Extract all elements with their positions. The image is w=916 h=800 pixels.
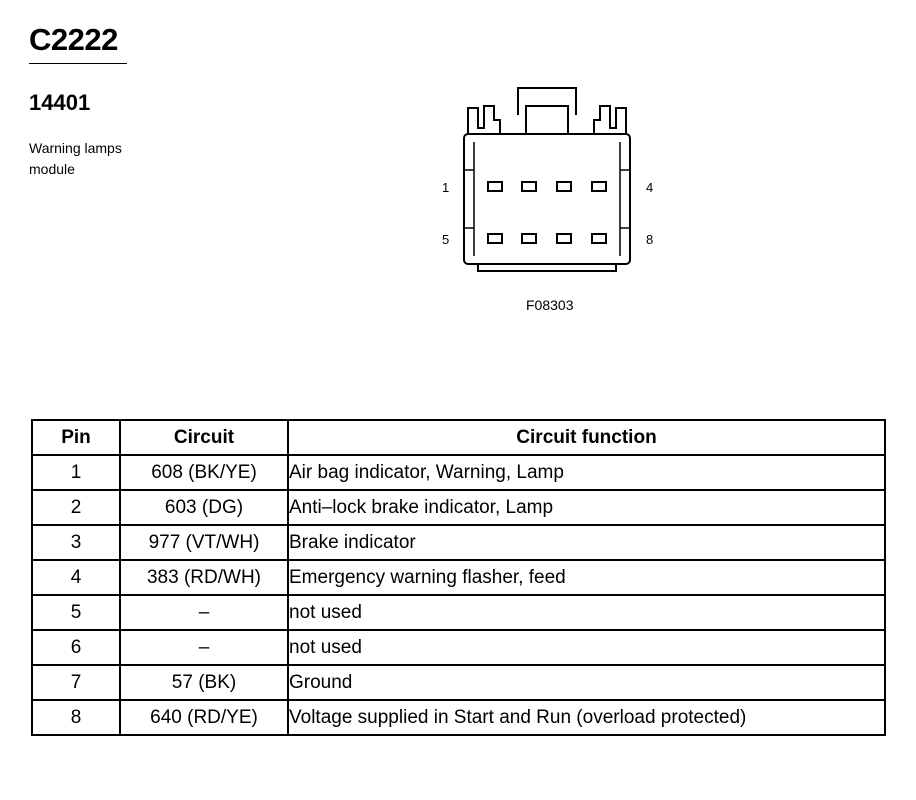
- table-row: [32, 595, 885, 630]
- table-row: [32, 630, 885, 665]
- function-cell: Ground: [288, 665, 885, 700]
- header-circuit-function: Circuit function: [288, 420, 885, 455]
- circuit-cell: –: [120, 595, 288, 630]
- pin-cavity-row-top: [488, 182, 606, 191]
- function-cell: Air bag indicator, Warning, Lamp: [288, 455, 885, 490]
- pin-cell: 8: [32, 700, 120, 735]
- function-cell: Emergency warning flasher, feed: [288, 560, 885, 595]
- circuit-cell: 608 (BK/YE): [120, 455, 288, 490]
- part-number: 14401: [29, 90, 91, 115]
- table-row: [32, 700, 885, 735]
- pin-cell: 3: [32, 525, 120, 560]
- header-pin: Pin: [32, 420, 120, 455]
- table-row: [32, 455, 885, 490]
- connector-face-diagram: [430, 78, 670, 298]
- circuit-cell: 640 (RD/YE): [120, 700, 288, 735]
- circuit-cell: 603 (DG): [120, 490, 288, 525]
- pin-cell: 4: [32, 560, 120, 595]
- figure-reference: F08303: [526, 297, 574, 313]
- title-underline: [29, 63, 127, 64]
- connector-id: C2222: [29, 22, 118, 57]
- description-line-1: Warning lamps: [29, 140, 122, 156]
- table-row: [32, 560, 885, 595]
- pin-cell: 7: [32, 665, 120, 700]
- table-row: [32, 490, 885, 525]
- component-description: [29, 138, 122, 180]
- description-line-2: module: [29, 161, 75, 177]
- function-cell: Anti–lock brake indicator, Lamp: [288, 490, 885, 525]
- pinout-table: [31, 419, 886, 736]
- pin-label-8: 8: [646, 232, 654, 247]
- function-cell: not used: [288, 595, 885, 630]
- circuit-cell: 977 (VT/WH): [120, 525, 288, 560]
- table-row: [32, 525, 885, 560]
- circuit-cell: 383 (RD/WH): [120, 560, 288, 595]
- header-circuit: Circuit: [120, 420, 288, 455]
- table-header-row: [32, 420, 885, 455]
- circuit-cell: 57 (BK): [120, 665, 288, 700]
- function-cell: not used: [288, 630, 885, 665]
- pin-cavity-row-bottom: [488, 234, 606, 243]
- circuit-cell: –: [120, 630, 288, 665]
- function-cell: Voltage supplied in Start and Run (overload protected): [288, 700, 885, 735]
- pin-cell: 5: [32, 595, 120, 630]
- pin-cell: 2: [32, 490, 120, 525]
- pin-label-5: 5: [442, 232, 450, 247]
- pin-label-4: 4: [646, 180, 654, 195]
- pin-cell: 6: [32, 630, 120, 665]
- pin-label-1: 1: [442, 180, 450, 195]
- pin-cell: 1: [32, 455, 120, 490]
- function-cell: Brake indicator: [288, 525, 885, 560]
- table-row: [32, 665, 885, 700]
